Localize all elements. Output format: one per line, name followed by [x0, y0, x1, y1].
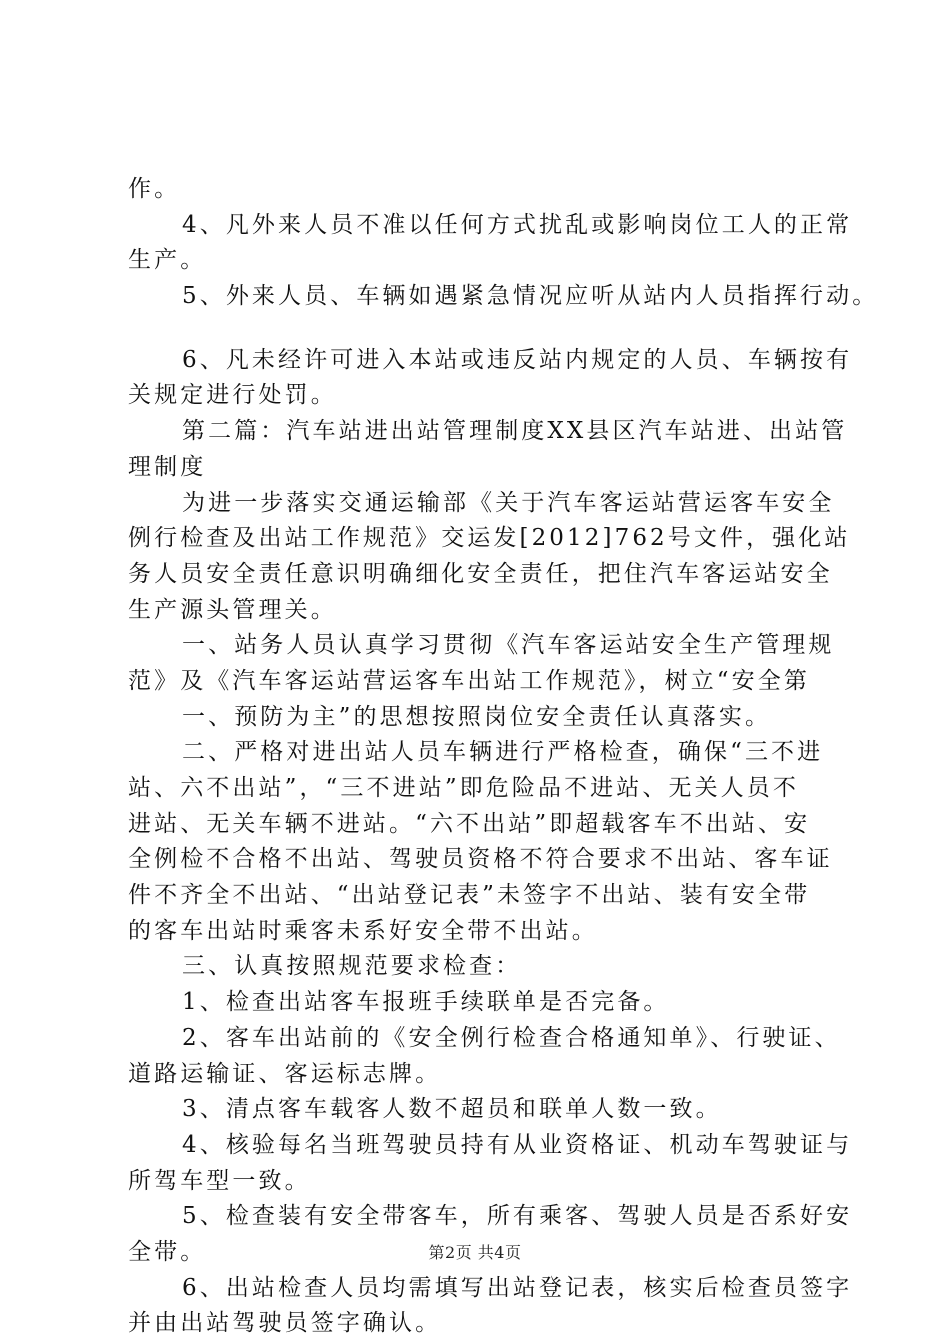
text-line: 生产。 — [128, 247, 207, 274]
text-line: 范》及《汽车客运站营运客车出站工作规范》，树立“安全第 — [128, 667, 810, 694]
text-line: 进站、无关车辆不进站。“六不出站”即超载客车不出站、安 — [128, 810, 811, 837]
text-line: 务人员安全责任意识明确细化安全责任，把住汽车客运站安全 — [128, 560, 833, 587]
text-line: 生产源头管理关。 — [128, 596, 337, 623]
text-line: 一、站务人员认真学习贯彻《汽车客运站安全生产管理规 — [182, 632, 835, 659]
text-line: 关规定进行处罚。 — [128, 382, 337, 409]
text-line: 全例检不合格不出站、驾驶员资格不符合要求不出站、客车证 — [128, 846, 833, 873]
text-line: 全带。 — [128, 1238, 207, 1265]
text-line: 2、客车出站前的《安全例行检查合格通知单》、行驶证、 — [182, 1024, 841, 1051]
text-line: 6、凡未经许可进入本站或违反站内规定的人员、车辆按有 — [182, 346, 853, 373]
text-line: 5、外来人员、车辆如遇紧急情况应听从站内人员指挥行动。 — [182, 283, 879, 310]
text-line: 三、认真按照规范要求检查： — [182, 953, 522, 980]
text-line: 4、凡外来人员不准以任何方式扰乱或影响岗位工人的正常 — [182, 211, 853, 238]
text-line: 并由出站驾驶员签字确认。 — [128, 1310, 442, 1337]
text-line: 二、严格对进出站人员车辆进行严格检查，确保“三不进 — [182, 739, 824, 766]
text-line: 4、核验每名当班驾驶员持有从业资格证、机动车驾驶证与 — [182, 1131, 853, 1158]
text-line: 3、清点客车载客人数不超员和联单人数一致。 — [182, 1096, 722, 1123]
text-line: 的客车出站时乘客未系好安全带不出站。 — [128, 917, 598, 944]
page-indicator: 第2页 共4页 — [428, 1243, 522, 1262]
section-heading: 第二篇：汽车站进出站管理制度XX县区汽车站进、出站管 — [182, 418, 848, 445]
text-line: 5、检查装有安全带客车，所有乘客、驾驶人员是否系好安 — [182, 1203, 853, 1230]
text-line: 所驾车型一致。 — [128, 1167, 311, 1194]
text-line: 一、预防为主”的思想按照岗位安全责任认真落实。 — [182, 703, 772, 730]
text-line: 道路运输证、客运标志牌。 — [128, 1060, 442, 1087]
document-body — [128, 172, 879, 1342]
text-line: 作。 — [128, 176, 181, 202]
section-heading: 理制度 — [128, 453, 207, 480]
text-line: 站、六不出站”，“三不进站”即危险品不进站、无关人员不 — [128, 775, 799, 801]
text-line: 件不齐全不出站、“出站登记表”未签字不出站、装有安全带 — [128, 882, 811, 909]
text-line: 1、检查出站客车报班手续联单是否完备。 — [182, 989, 670, 1016]
text-line: 6、出站检查人员均需填写出站登记表，核实后检查员签字 — [182, 1274, 853, 1301]
text-line: 例行检查及出站工作规范》交运发[2012]762号文件，强化站 — [128, 525, 851, 552]
text-line: 为进一步落实交通运输部《关于汽车客运站营运客车安全 — [182, 489, 835, 516]
